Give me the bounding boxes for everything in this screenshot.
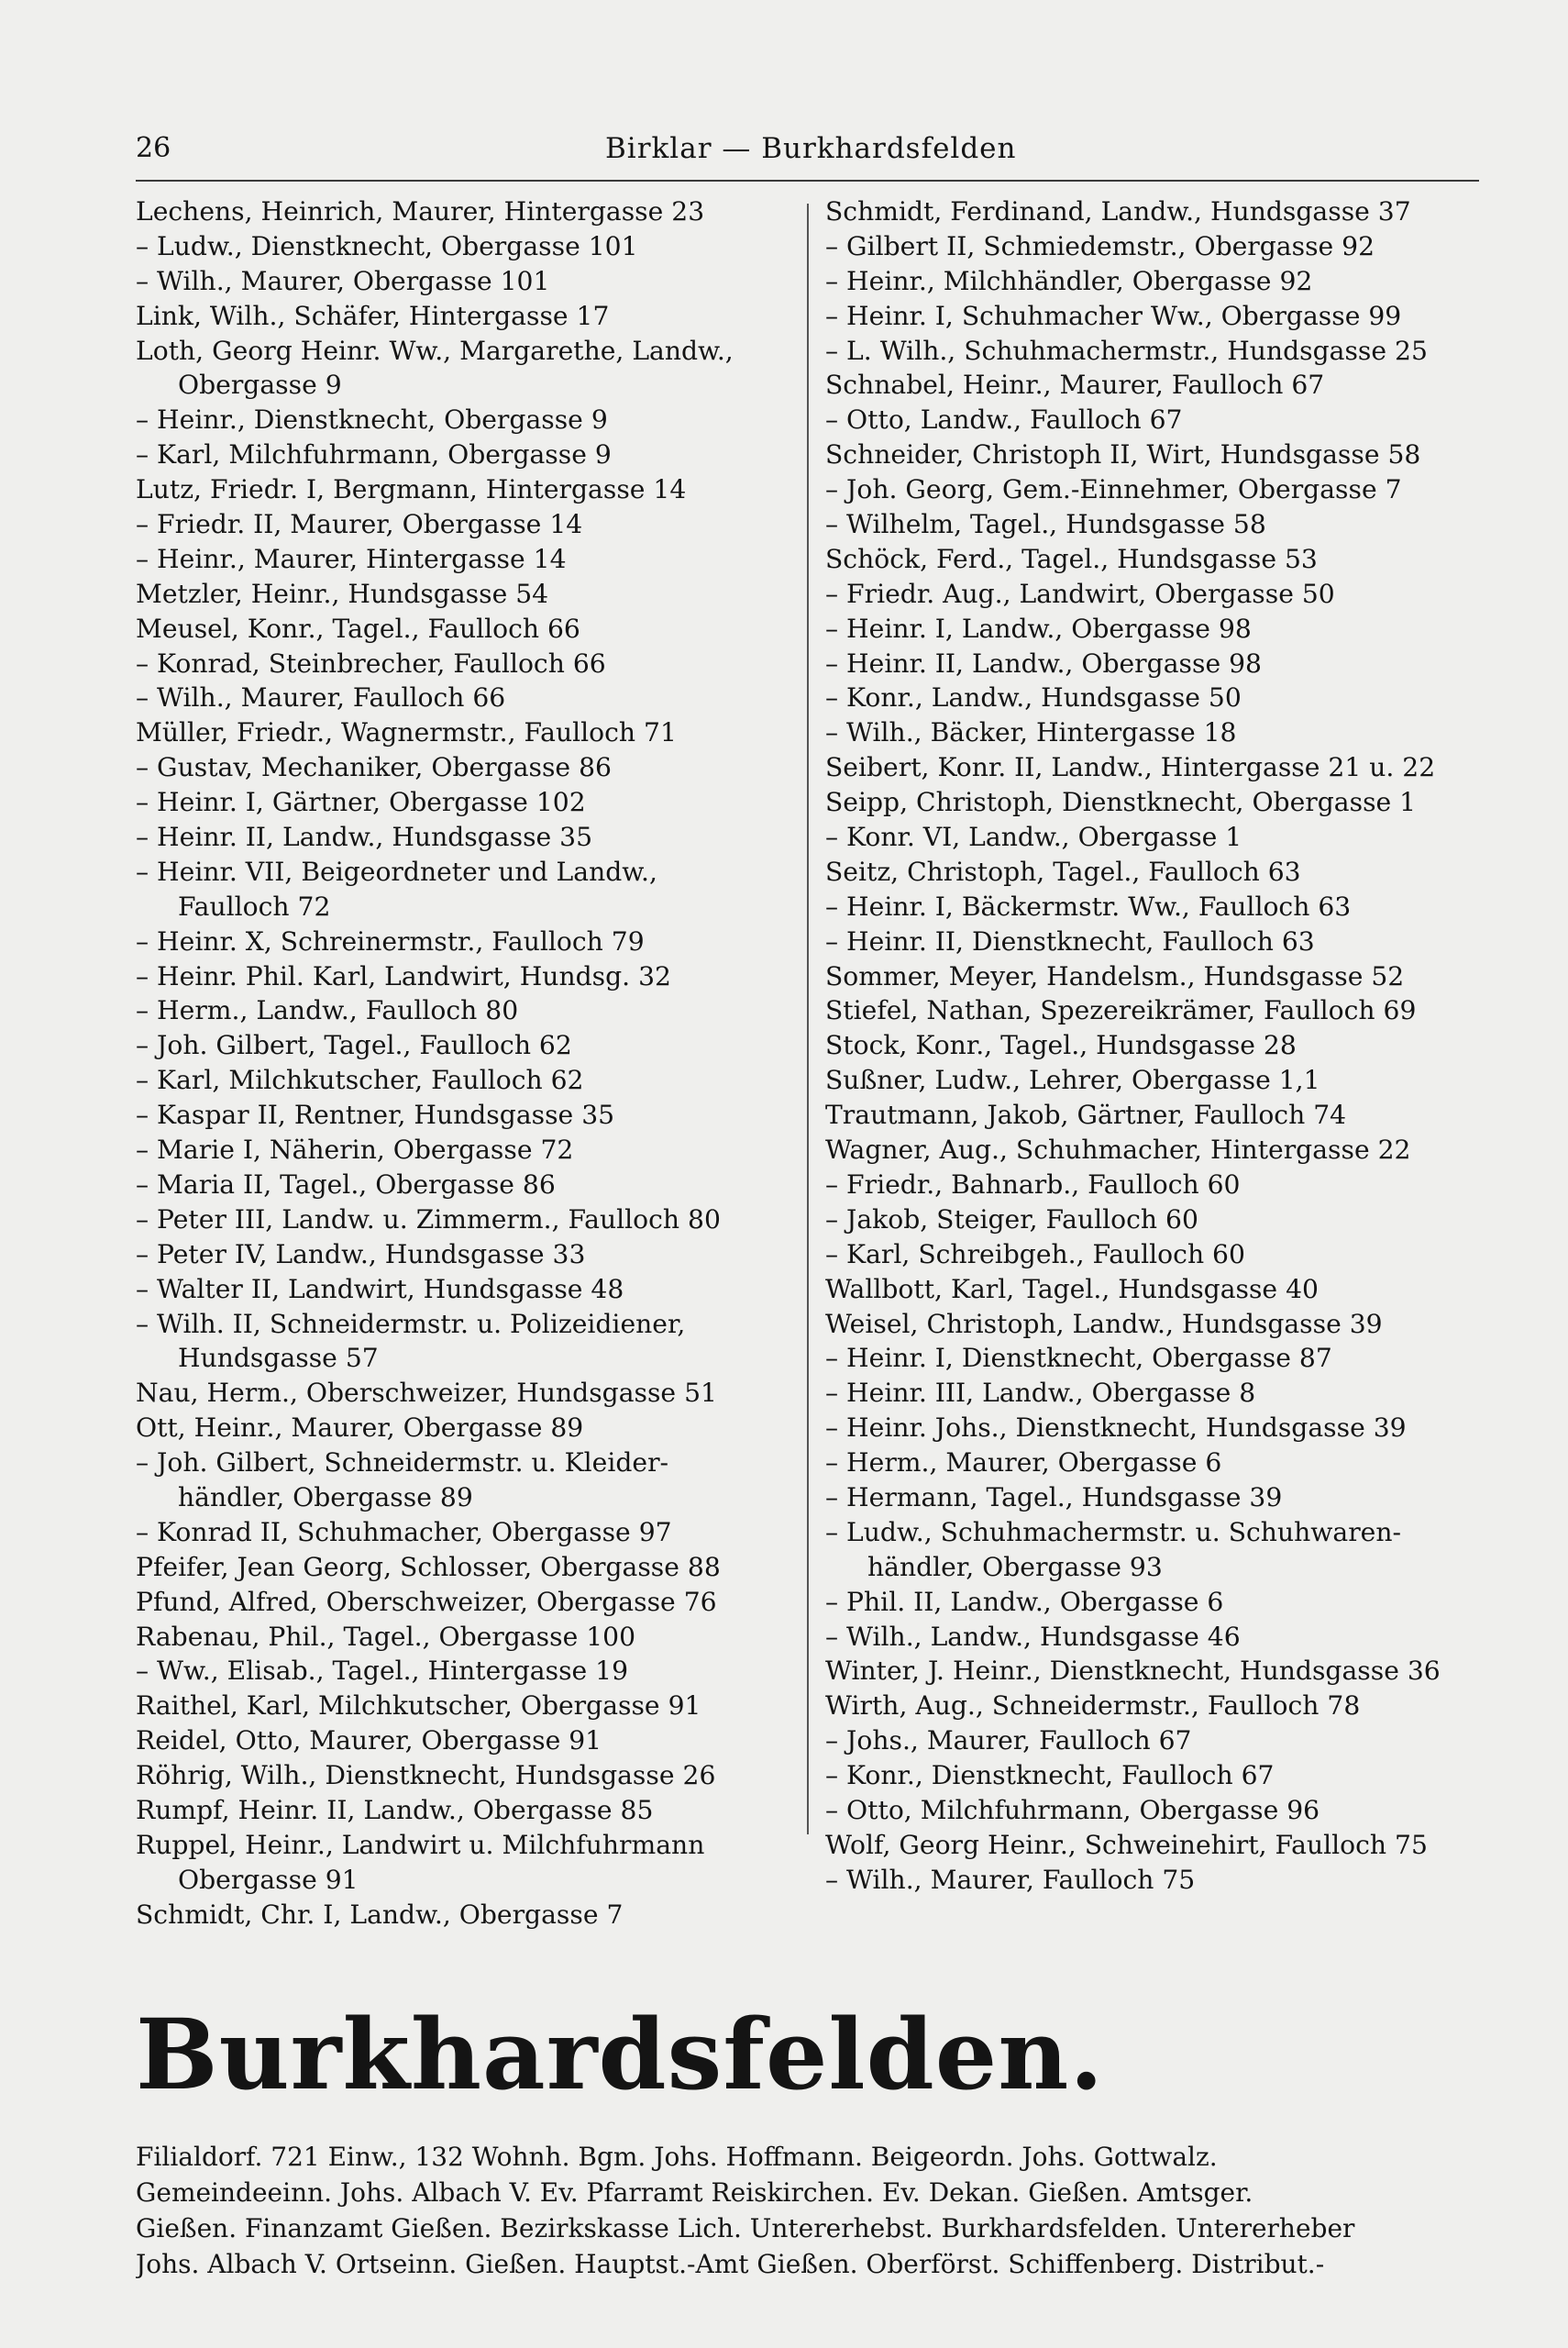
directory-entry: – Heinr. I, Gärtner, Obergasse 102: [136, 787, 586, 818]
directory-entry: Schöck, Ferd., Tagel., Hundsgasse 53: [825, 543, 1318, 574]
directory-entry: Pfeifer, Jean Georg, Schlosser, Obergasse 88: [136, 1551, 721, 1582]
directory-entry: Wagner, Aug., Schuhmacher, Hintergasse 22: [825, 1135, 1411, 1166]
directory-entry: Rumpf, Heinr. II, Landw., Obergasse 85: [136, 1794, 654, 1825]
directory-entry: Lechens, Heinrich, Maurer, Hintergasse 23: [136, 196, 705, 227]
directory-entry: Schmidt, Ferdinand, Landw., Hundsgasse 37: [825, 196, 1411, 227]
directory-entry: Stiefel, Nathan, Spezereikrämer, Faulloch 69: [825, 995, 1417, 1026]
directory-entry-continuation: händler, Obergasse 89: [178, 1481, 473, 1512]
directory-entry: Sommer, Meyer, Handelsm., Hundsgasse 52: [825, 960, 1405, 991]
directory-entry-continuation: Obergasse 9: [178, 370, 342, 401]
directory-entry: – Konr. VI, Landw., Obergasse 1: [825, 822, 1242, 853]
directory-entry: – Heinr., Maurer, Hintergasse 14: [136, 543, 567, 574]
directory-entry: – Wilh. II, Schneidermstr. u. Polizeidiener,: [136, 1308, 686, 1339]
directory-entry: – Ww., Elisab., Tagel., Hintergasse 19: [136, 1656, 629, 1687]
directory-entry: – Heinr. Johs., Dienstknecht, Hundsgasse 39: [825, 1412, 1407, 1444]
directory-entry: – Heinr. Phil. Karl, Landwirt, Hundsg. 32: [136, 960, 671, 991]
directory-entry: – Walter II, Landwirt, Hundsgasse 48: [136, 1273, 624, 1304]
directory-entry: – Heinr. I, Landw., Obergasse 98: [825, 613, 1252, 644]
section-intro: [136, 2139, 1479, 2282]
directory-entry: – Heinr. I, Bäckermstr. Ww., Faulloch 63: [825, 891, 1352, 922]
directory-entry: – Ludw., Schuhmachermstr. u. Schuhwaren-: [825, 1516, 1402, 1547]
directory-entry: Lutz, Friedr. I, Bergmann, Hintergasse 14: [136, 474, 687, 505]
directory-entry: – Wilh., Bäcker, Hintergasse 18: [825, 717, 1237, 748]
page-number: 26: [136, 132, 171, 164]
directory-entry: – Joh. Gilbert, Tagel., Faulloch 62: [136, 1030, 572, 1061]
directory-entry: – Wilh., Maurer, Faulloch 66: [136, 682, 506, 714]
directory-entry: Schneider, Christoph II, Wirt, Hundsgasse 58: [825, 439, 1421, 471]
directory-entry: – Wilh., Landw., Hundsgasse 46: [825, 1621, 1241, 1652]
directory-entry: – Phil. II, Landw., Obergasse 6: [825, 1586, 1224, 1617]
intro-line: Johs. Albach V. Ortseinn. Gießen. Hauptst.-Amt Gießen. Oberförst. Schiffenberg. Distribut.-: [136, 2249, 1325, 2279]
directory-entry: – Gustav, Mechaniker, Obergasse 86: [136, 752, 612, 783]
directory-entry: – Herm., Maurer, Obergasse 6: [825, 1447, 1222, 1479]
directory-entry: Ott, Heinr., Maurer, Obergasse 89: [136, 1412, 584, 1444]
directory-entry: – Heinr. II, Landw., Obergasse 98: [825, 648, 1262, 679]
directory-entry: – Peter IV, Landw., Hundsgasse 33: [136, 1238, 586, 1269]
directory-entry: Wolf, Georg Heinr., Schweinehirt, Faulloch 75: [825, 1829, 1428, 1860]
intro-line: Filialdorf. 721 Einw., 132 Wohnh. Bgm. Johs. Hoffmann. Beigeordn. Johs. Gottwalz.: [136, 2142, 1218, 2172]
directory-entry: – Friedr., Bahnarb., Faulloch 60: [825, 1168, 1241, 1200]
column-divider: [807, 204, 809, 1834]
intro-line: Gießen. Finanzamt Gießen. Bezirkskasse Lich. Untererhebst. Burkhardsfelden. Untererheber: [136, 2213, 1355, 2243]
section-heading: Burkhardsfelden.: [136, 1997, 1105, 2111]
directory-entry: – Konr., Dienstknecht, Faulloch 67: [825, 1760, 1275, 1791]
directory-entry: Seibert, Konr. II, Landw., Hintergasse 21 u. 22: [825, 752, 1436, 783]
intro-line: Gemeindeeinn. Johs. Albach V. Ev. Pfarramt Reiskirchen. Ev. Dekan. Gießen. Amtsger.: [136, 2177, 1253, 2208]
directory-entry: – Kaspar II, Rentner, Hundsgasse 35: [136, 1100, 615, 1131]
directory-entry: Ruppel, Heinr., Landwirt u. Milchfuhrmann: [136, 1829, 705, 1860]
directory-entry: – Peter III, Landw. u. Zimmerm., Faulloch 80: [136, 1203, 721, 1235]
directory-entry: Seipp, Christoph, Dienstknecht, Obergasse 1: [825, 787, 1417, 818]
directory-entry: – Gilbert II, Schmiedemstr., Obergasse 92: [825, 230, 1375, 261]
directory-entry: – Friedr. Aug., Landwirt, Obergasse 50: [825, 578, 1335, 609]
directory-entry: Schmidt, Chr. I, Landw., Obergasse 7: [136, 1899, 624, 1930]
header-rule: [136, 180, 1479, 182]
directory-entry: – Konr., Landw., Hundsgasse 50: [825, 682, 1242, 714]
directory-entry-continuation: Obergasse 91: [178, 1864, 359, 1895]
directory-entry: Weisel, Christoph, Landw., Hundsgasse 39: [825, 1308, 1383, 1339]
directory-entry: – Joh. Gilbert, Schneidermstr. u. Kleider-: [136, 1447, 669, 1479]
directory-entry-continuation: Hundsgasse 57: [178, 1343, 379, 1374]
directory-entry: – Friedr. II, Maurer, Obergasse 14: [136, 509, 583, 540]
directory-entry: – Heinr. I, Dienstknecht, Obergasse 87: [825, 1343, 1332, 1374]
directory-entry: – Karl, Milchkutscher, Faulloch 62: [136, 1065, 584, 1096]
directory-entry-continuation: Faulloch 72: [178, 891, 331, 922]
directory-entry: Wallbott, Karl, Tagel., Hundsgasse 40: [825, 1273, 1319, 1304]
directory-entry: – Heinr. III, Landw., Obergasse 8: [825, 1378, 1256, 1409]
directory-entry: – Wilh., Maurer, Faulloch 75: [825, 1864, 1196, 1895]
directory-entry: – Ludw., Dienstknecht, Obergasse 101: [136, 230, 638, 261]
directory-entry: Meusel, Konr., Tagel., Faulloch 66: [136, 613, 580, 644]
directory-entry: – Konrad, Steinbrecher, Faulloch 66: [136, 648, 606, 679]
running-title: Birklar — Burkhardsfelden: [605, 132, 1017, 165]
directory-entry: – Otto, Landw., Faulloch 67: [825, 404, 1183, 436]
directory-entry: – Wilh., Maurer, Obergasse 101: [136, 265, 550, 296]
directory-entry: – Hermann, Tagel., Hundsgasse 39: [825, 1481, 1283, 1512]
directory-entry: Sußner, Ludw., Lehrer, Obergasse 1,1: [825, 1065, 1320, 1096]
directory-entry: Reidel, Otto, Maurer, Obergasse 91: [136, 1725, 602, 1756]
directory-entry: – Johs., Maurer, Faulloch 67: [825, 1725, 1192, 1756]
directory-entry: Metzler, Heinr., Hundsgasse 54: [136, 578, 549, 609]
directory-entry: Röhrig, Wilh., Dienstknecht, Hundsgasse 26: [136, 1760, 716, 1791]
directory-entry: – Wilhelm, Tagel., Hundsgasse 58: [825, 509, 1266, 540]
directory-entry: – Otto, Milchfuhrmann, Obergasse 96: [825, 1794, 1320, 1825]
directory-entry: – Marie I, Näherin, Obergasse 72: [136, 1135, 574, 1166]
directory-entry: – Herm., Landw., Faulloch 80: [136, 995, 519, 1026]
directory-entry: – Joh. Georg, Gem.-Einnehmer, Obergasse 7: [825, 474, 1402, 505]
directory-entry: – Heinr. II, Landw., Hundsgasse 35: [136, 822, 593, 853]
directory-entry: – Heinr., Dienstknecht, Obergasse 9: [136, 404, 608, 436]
directory-entry: – Heinr. VII, Beigeordneter und Landw.,: [136, 856, 657, 887]
directory-entry: – Konrad II, Schuhmacher, Obergasse 97: [136, 1516, 672, 1547]
directory-entry: Seitz, Christoph, Tagel., Faulloch 63: [825, 856, 1301, 887]
directory-entry: Loth, Georg Heinr. Ww., Margarethe, Landw.,: [136, 335, 734, 366]
directory-entry: Winter, J. Heinr., Dienstknecht, Hundsgasse 36: [825, 1656, 1441, 1687]
directory-entry: Schnabel, Heinr., Maurer, Faulloch 67: [825, 370, 1325, 401]
right-column: [825, 194, 1481, 1898]
directory-entry: – L. Wilh., Schuhmachermstr., Hundsgasse 25: [825, 335, 1428, 366]
directory-entry: Stock, Konr., Tagel., Hundsgasse 28: [825, 1030, 1297, 1061]
directory-entry: – Heinr. II, Dienstknecht, Faulloch 63: [825, 925, 1315, 957]
directory-entry: Trautmann, Jakob, Gärtner, Faulloch 74: [825, 1100, 1347, 1131]
directory-entry: Müller, Friedr., Wagnermstr., Faulloch 71: [136, 717, 677, 748]
directory-entry: – Heinr., Milchhändler, Obergasse 92: [825, 265, 1313, 296]
directory-entry-continuation: händler, Obergasse 93: [867, 1551, 1163, 1582]
directory-entry: Link, Wilh., Schäfer, Hintergasse 17: [136, 300, 610, 331]
directory-entry: Wirth, Aug., Schneidermstr., Faulloch 78: [825, 1690, 1361, 1722]
directory-entry: Raithel, Karl, Milchkutscher, Obergasse 91: [136, 1690, 701, 1722]
left-column: [136, 194, 785, 1933]
directory-entry: Rabenau, Phil., Tagel., Obergasse 100: [136, 1621, 636, 1652]
directory-entry: Nau, Herm., Oberschweizer, Hundsgasse 51: [136, 1378, 717, 1409]
directory-entry: Pfund, Alfred, Oberschweizer, Obergasse 76: [136, 1586, 717, 1617]
directory-entry: – Heinr. X, Schreinermstr., Faulloch 79: [136, 925, 645, 957]
directory-entry: – Karl, Milchfuhrmann, Obergasse 9: [136, 439, 612, 471]
directory-entry: – Heinr. I, Schuhmacher Ww., Obergasse 99: [825, 300, 1402, 331]
directory-entry: – Jakob, Steiger, Faulloch 60: [825, 1203, 1198, 1235]
directory-entry: – Karl, Schreibgeh., Faulloch 60: [825, 1238, 1245, 1269]
directory-entry: – Maria II, Tagel., Obergasse 86: [136, 1168, 556, 1200]
